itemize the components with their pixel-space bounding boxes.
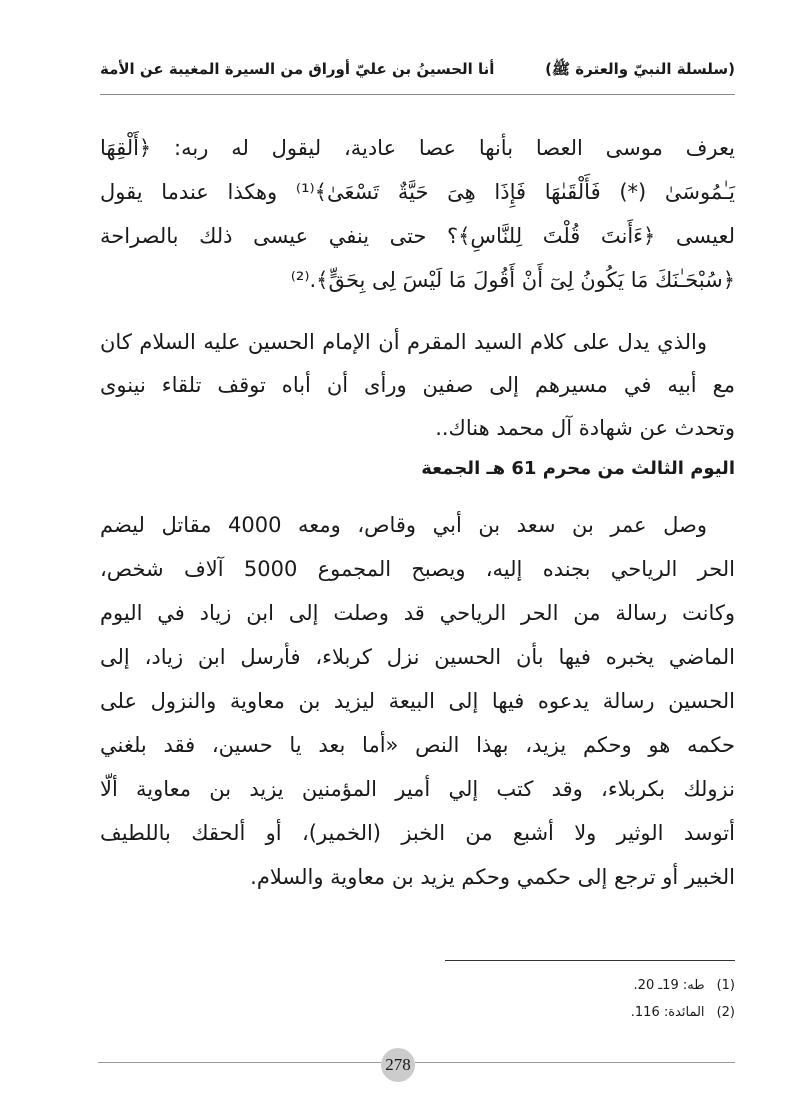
text-line: وصل عمر بن سعد بن أبي وقاص، ومعه 4000 مقاتل ليضم: [100, 513, 707, 537]
text-line: نزولك بكربلاء، وقد كتب إلي أمير المؤمنين يزيد بن معاوية ألّا: [100, 777, 735, 801]
footnote: [100, 978, 735, 993]
header-divider: [100, 94, 735, 95]
text-line: الخبير أو ترجع إلى حكمي وحكم يزيد بن معاوية والسلام.: [250, 865, 735, 889]
footnote-number: (2): [716, 1005, 735, 1020]
running-header: [100, 60, 735, 84]
text-line: أتوسد الوثير ولا أشبع من الخبز (الخمير)، أو ألحقك باللطيف: [100, 821, 735, 845]
text-line: يَـٰمُوسَىٰ (*) فَأَلْقَىٰهَا فَإِذَا هِىَ حَيَّةٌ تَسْعَىٰ﴾⁽¹⁾ وهكذا عندما يقول: [100, 180, 736, 204]
page-number-rule-right: [415, 1062, 735, 1063]
text-line: يعرف موسى العصا بأنها عصا عادية، ليقول له ربه: ﴿أَلْقِهَا: [100, 136, 735, 160]
footnote-text: طه: 19ـ 20.: [633, 978, 705, 993]
footnote-divider: [445, 960, 735, 961]
text-line: الحسين رسالة يدعوه فيها إلى البيعة ليزيد بن معاوية والنزول على: [100, 689, 735, 713]
section-heading: اليوم الثالث من محرم 61 هـ الجمعة: [421, 458, 735, 479]
text-line: الماضي يخبره فيها بأن الحسين نزل كربلاء، فأرسل ابن زياد، إلى: [100, 645, 735, 669]
text-line: ﴿سُبْحَـٰنَكَ مَا يَكُونُ لِىٓ أَنْ أَقُولَ مَا لَيْسَ لِى بِحَقٍّ﴾.⁽²⁾: [290, 268, 735, 292]
text-line: وكانت رسالة من الحر الرياحي قد وصلت إلى ابن زياد في اليوم: [100, 601, 735, 625]
page-number-rule-left: [98, 1062, 381, 1063]
series-title: (سلسلة النبيّ والعترة ﷺ): [545, 60, 735, 78]
book-title: أنا الحسينُ بن عليّ أوراق من السيرة المغيبة عن الأمة: [100, 60, 495, 78]
footnote: [100, 1005, 735, 1020]
text-line: لعيسى ﴿ءَأَنتَ قُلْتَ لِلنَّاسِ﴾؟ حتى ينفي عيسى ذلك بالصراحة: [100, 224, 735, 248]
text-line: حكمه هو وحكم يزيد، بهذا النص «أما بعد يا حسين، فقد بلغني: [100, 733, 735, 757]
text-line: الحر الرياحي بجنده إليه، ويصبح المجموع 5000 آلاف شخص،: [100, 557, 735, 581]
text-line: مع أبيه في مسيرهم إلى صفين ورأى أن أباه توقف تلقاء نينوى: [100, 373, 735, 397]
page-number: 278: [381, 1048, 415, 1082]
footnote-text: المائدة: 116.: [630, 1005, 705, 1020]
text-line: والذي يدل على كلام السيد المقرم أن الإمام الحسين عليه السلام كان: [100, 330, 707, 354]
text-line: وتحدث عن شهادة آل محمد هناك..: [435, 416, 735, 440]
footnote-number: (1): [716, 978, 735, 993]
